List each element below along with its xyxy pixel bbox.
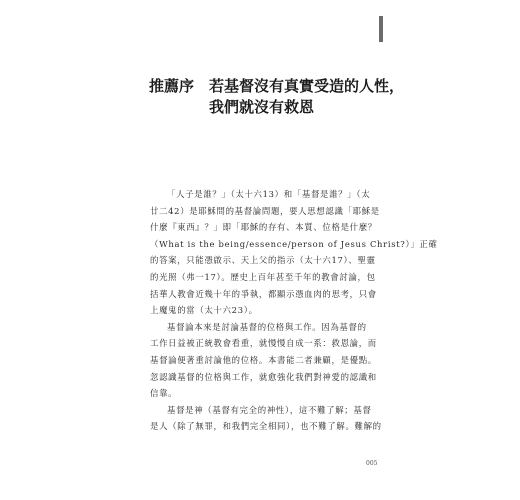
- text-line: 基督論便著重討論他的位格。本書能二者兼顧，是優點。: [150, 354, 377, 365]
- text-line: 什麼『東西』？」即「耶穌的存有、本質、位格是什麼？: [150, 222, 377, 233]
- margin-tab: [379, 16, 383, 42]
- text-line: 的光照（弗一17）。歷史上百年甚至千年的教會討論，包: [150, 271, 376, 282]
- text-line: 廿二42）是耶穌問的基督論問題，要人思想認識「耶穌是: [150, 205, 380, 216]
- text-line: （What is the being/essence/person of Jesus Christ?）」正確: [150, 238, 438, 249]
- body-text: [150, 186, 438, 435]
- text-line: 基督是神（基督有完全的神性），這不難了解；基督: [167, 404, 372, 415]
- heading-title-line-1: 若基督沒有真實受造的人性，: [209, 77, 405, 95]
- text-line: 上魔鬼的當（太十六23）。: [150, 305, 258, 316]
- text-line: 基督論本來是討論基督的位格與工作。因為基督的: [167, 321, 367, 332]
- paragraph: [150, 402, 382, 435]
- paragraph: [150, 319, 382, 402]
- text-line: 括華人教會近幾十年的爭執，都顯示憑血肉的思考，只會: [150, 288, 377, 299]
- paragraph: [150, 186, 438, 319]
- heading-title-line-2: 我們就沒有救恩: [209, 98, 315, 116]
- text-line: 的答案，只能憑啟示、天上父的指示（太十六17）、聖靈: [150, 255, 376, 266]
- text-line: 「人子是誰？」（太十六13）和「基督是誰？」（太: [167, 189, 371, 199]
- text-line: 工作日益被正統教會看重，就慢慢自成一系：救恩論，而: [150, 338, 377, 349]
- text-line: 是人（除了無罪，和我們完全相同），也不難了解。難解的: [150, 421, 382, 432]
- heading-label: 推薦序: [149, 77, 195, 95]
- text-line: 信靠。: [150, 388, 178, 399]
- page-number: 005: [366, 460, 378, 467]
- text-line: 忽認識基督的位格與工作，就愈強化我們對神愛的認識和: [150, 371, 377, 382]
